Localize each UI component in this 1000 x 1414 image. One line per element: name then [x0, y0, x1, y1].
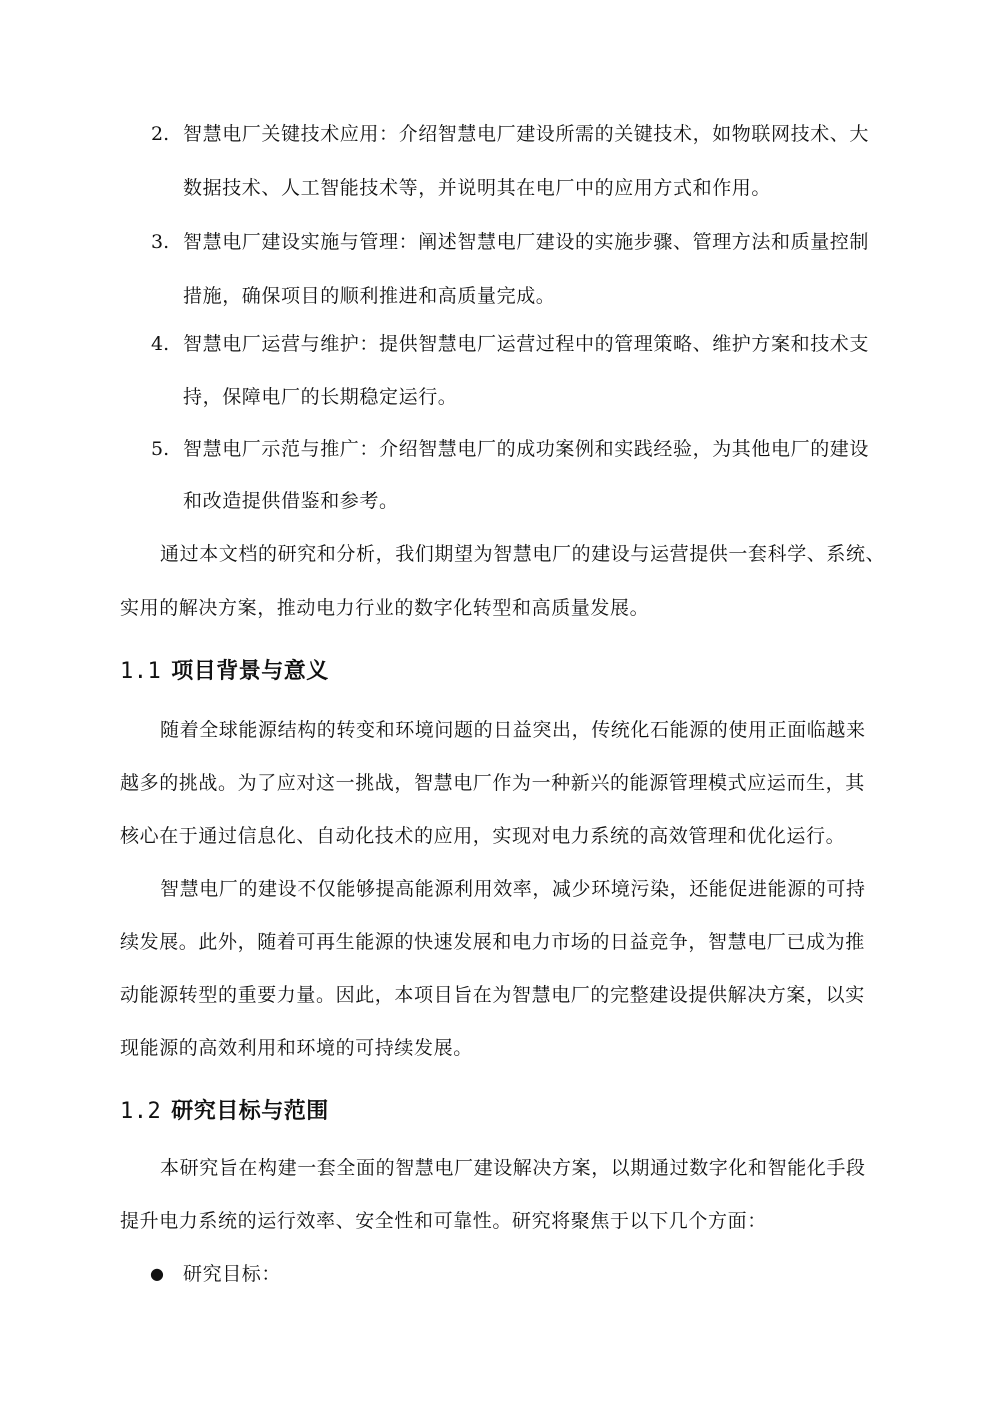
list-item-line: 智慧电厂示范与推广：介绍智慧电厂的成功案例和实践经验，为其他电厂的建设 [183, 438, 870, 460]
section-title: 研究目标与范围 [171, 1099, 329, 1124]
section-heading-1-1 [120, 657, 329, 687]
paragraph-line: 现能源的高效利用和环境的可持续发展。 [120, 1037, 473, 1059]
section-heading-1-2 [120, 1097, 329, 1127]
paragraph-line: 续发展。此外，随着可再生能源的快速发展和电力市场的日益竞争，智慧电厂已成为推 [120, 931, 865, 953]
list-item-number: 2. [151, 123, 170, 145]
paragraph-line: 实用的解决方案，推动电力行业的数字化转型和高质量发展。 [120, 597, 650, 619]
list-item-line: 智慧电厂运营与维护：提供智慧电厂运营过程中的管理策略、维护方案和技术支 [183, 333, 870, 355]
list-item-number: 4. [151, 333, 170, 355]
section-title: 项目背景与意义 [171, 659, 329, 684]
paragraph-line: 提升电力系统的运行效率、安全性和可靠性。研究将聚焦于以下几个方面： [120, 1210, 767, 1232]
paragraph-line: 随着全球能源结构的转变和环境问题的日益突出，传统化石能源的使用正面临越来 [160, 719, 866, 741]
section-number: 1.1 [120, 659, 162, 684]
list-item-number: 3. [151, 231, 170, 253]
list-item-line: 持，保障电厂的长期稳定运行。 [183, 386, 458, 408]
paragraph-line: 越多的挑战。为了应对这一挑战，智慧电厂作为一种新兴的能源管理模式应运而生，其 [120, 772, 865, 794]
list-item-line: 措施，确保项目的顺利推进和高质量完成。 [183, 285, 556, 307]
paragraph-line: 通过本文档的研究和分析，我们期望为智慧电厂的建设与运营提供一套科学、系统、 [160, 543, 886, 565]
bullet-text: 研究目标： [183, 1263, 282, 1285]
list-item-number: 5. [151, 438, 170, 460]
list-item-line: 智慧电厂关键技术应用：介绍智慧电厂建设所需的关键技术，如物联网技术、大 [183, 123, 870, 145]
paragraph-line: 智慧电厂的建设不仅能够提高能源利用效率，减少环境污染，还能促进能源的可持 [160, 878, 866, 900]
list-item-line: 智慧电厂建设实施与管理：阐述智慧电厂建设的实施步骤、管理方法和质量控制 [183, 231, 870, 253]
paragraph-line: 核心在于通过信息化、自动化技术的应用，实现对电力系统的高效管理和优化运行。 [120, 825, 846, 847]
paragraph-line: 本研究旨在构建一套全面的智慧电厂建设解决方案，以期通过数字化和智能化手段 [160, 1157, 866, 1179]
list-item-line: 数据技术、人工智能技术等，并说明其在电厂中的应用方式和作用。 [183, 177, 772, 199]
list-item-line: 和改造提供借鉴和参考。 [183, 490, 399, 512]
section-number: 1.2 [120, 1099, 162, 1124]
paragraph-line: 动能源转型的重要力量。因此，本项目旨在为智慧电厂的完整建设提供解决方案，以实 [120, 984, 865, 1006]
bullet-dot-icon: ● [150, 1264, 164, 1283]
